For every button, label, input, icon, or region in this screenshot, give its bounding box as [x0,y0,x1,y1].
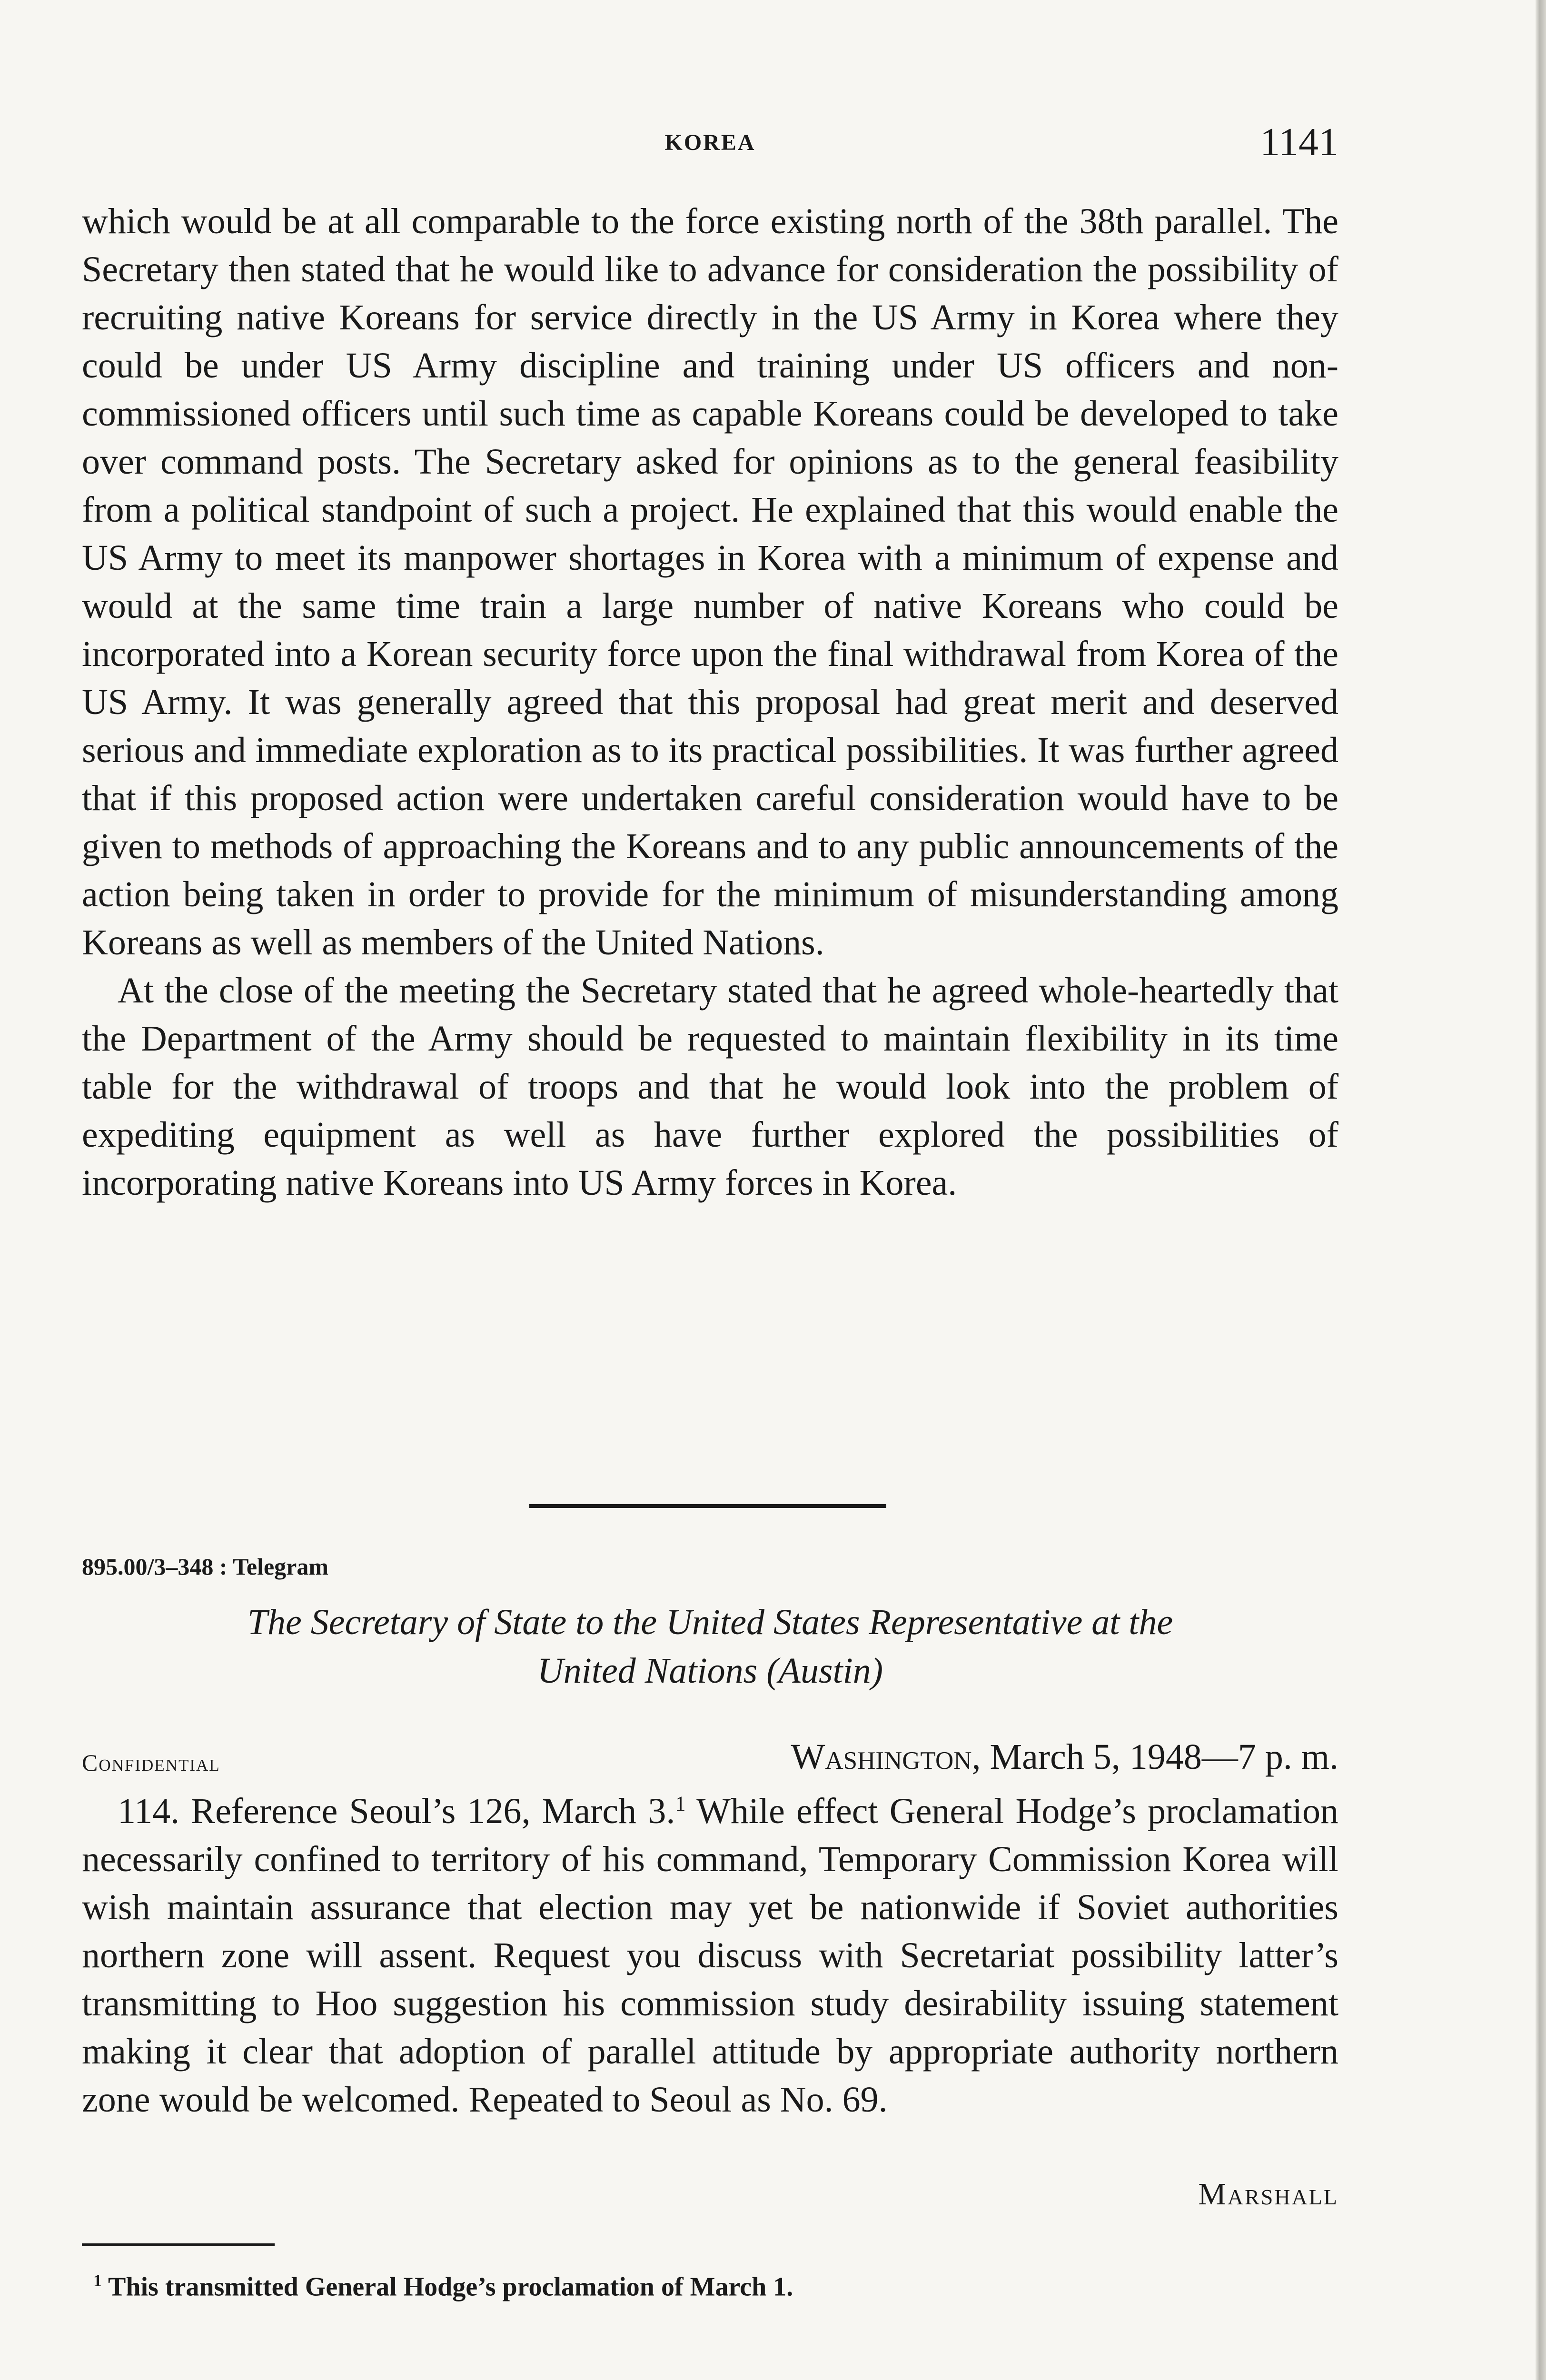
telegram-text-start: 114. Reference Seoul’s 126, March 3. [118,1791,675,1831]
section-separator [529,1504,886,1508]
telegram-text-rest: While effect General Hodge’s proclamation necessarily confined to territory of his command, Temporary Commission Korea will wish maintain assurance that election may yet be nationwide if Soviet authorities northern zone will assent. Request you discuss with Secretariat possibility latter’s transmitting to Hoo suggestion his commission study desirability issuing statement making it clear that adoption of parallel attitude by appropriate authority northern zone would be welcomed. Repeated to Seoul as No. 69. [82,1791,1338,2120]
date: , March 5, 1948—7 p. m. [971,1737,1338,1777]
classification-label: Confidential [82,1749,220,1776]
page-header [82,119,1338,171]
footnote-rule [82,2243,275,2246]
document-title-line: United Nations (Austin) [537,1651,883,1691]
footnote-reference[interactable]: 1 [675,1792,686,1815]
signature: Marshall [1198,2177,1338,2211]
place: Washington [791,1737,972,1777]
document-title [82,1598,1338,1695]
file-reference: 895.00/3–348 : Telegram [82,1553,329,1580]
dateline [82,1736,1338,1784]
telegram-body [82,1787,1338,2124]
page-number: 1141 [1260,120,1338,164]
telegram-paragraph [82,1787,1338,2124]
footnote [93,2271,793,2302]
document-title-line: The Secretary of State to the United States Representative at the [247,1602,1173,1642]
running-head: KOREA [664,130,756,155]
footnote-marker: 1 [93,2271,102,2290]
place-and-date [791,1736,1338,1778]
body-paragraph: At the close of the meeting the Secretary stated that he agreed whole-heartedly that the Department of the Army should be requested to maintain flexibility in its time table for the withdrawal of troops and that he would look into the problem of expediting equipment as well as have further explored the possibilities of incorporating native Koreans into US Army forces in Korea. [82,971,1338,1203]
body-paragraph: which would be at all comparable to the force existing north of the 38th parallel. The Secretary then stated that he would like to advance for consideration the possibility of recruiting native Koreans for service directly in the US Army in Korea where they could be under US Army discipline and training under US officers and non-commissioned officers until such time as capable Koreans could be developed to take over command posts. The Secretary asked for opinions as to the general feasibility from a political standpoint of such a project. He explained that this would enable the US Army to meet its manpower shortages in Korea with a minimum of expense and would at the same time train a large number of native Koreans who could be incorporated into a Korean security force upon the final withdrawal from Korea of the US Army. It was generally agreed that this proposal had great merit and deserved serious and immediate exploration as to its practical possibilities. It was further agreed that if this proposed action were undertaken careful consideration would have to be given to methods of approaching the Koreans and to any public announcements of the action being taken in order to provide for the minimum of misunderstanding among Koreans as well as members of the United Nations. [82,201,1338,962]
memo-body [82,198,1338,1207]
footnote-text: This transmitted General Hodge’s proclamation of March 1. [108,2272,793,2302]
book-spine-edge [1536,0,1546,2380]
